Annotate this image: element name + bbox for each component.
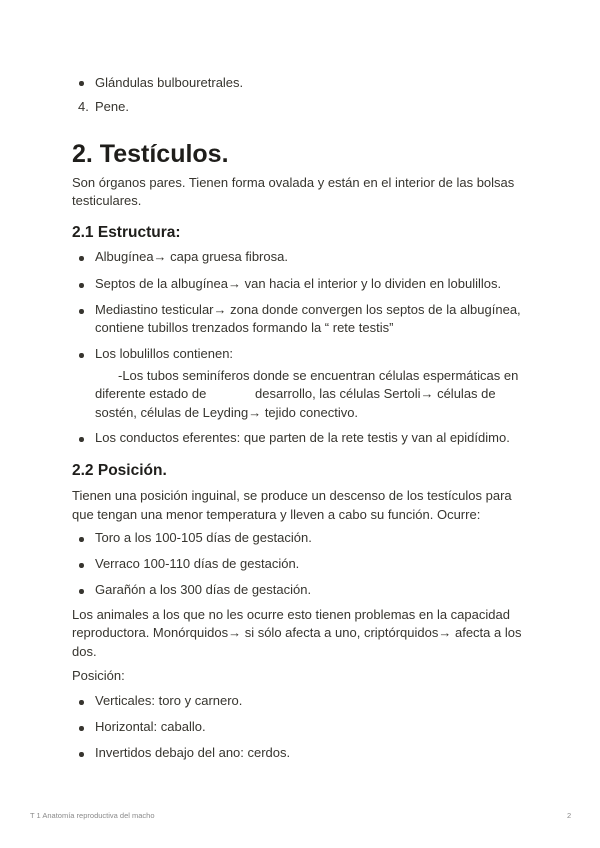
bullet-icon xyxy=(79,256,84,261)
list-item: Pene. xyxy=(95,99,129,114)
sub-text-line: diferente estado de xyxy=(95,386,207,401)
sub-text-line: desarrollo, las células Sertoli→ células de xyxy=(255,386,496,401)
paragraph-line: que tengan una menor temperatura y lleven a cabo su función. Ocurre: xyxy=(72,507,481,522)
footer-title: T 1 Anatomía reproductiva del macho xyxy=(30,811,155,820)
label: Posición: xyxy=(72,668,125,683)
list-item: Verraco 100-110 días de gestación. xyxy=(95,556,300,571)
list-item: Mediastino testicular→ zona donde convergen los septos de la albugínea, xyxy=(95,302,521,317)
list-item: Toro a los 100-105 días de gestación. xyxy=(95,530,312,545)
bullet-icon xyxy=(79,589,84,594)
list-item: Verticales: toro y carnero. xyxy=(95,693,243,708)
page-number: 2 xyxy=(567,811,572,820)
subsection-heading: 2.2 Posición. xyxy=(72,462,167,479)
list-item: Los lobulillos contienen: xyxy=(95,346,234,361)
paragraph-line: dos. xyxy=(72,644,97,659)
bullet-icon xyxy=(79,700,84,705)
bullet-icon xyxy=(79,283,84,288)
bullet-icon xyxy=(79,726,84,731)
sub-text-line: -Los tubos seminíferos donde se encuentran células espermáticas en xyxy=(118,368,519,383)
paragraph-line: Los animales a los que no les ocurre esto tienen problemas en la capacidad xyxy=(72,607,510,622)
sub-text-line: sostén, células de Leyding→ tejido conectivo. xyxy=(95,405,359,420)
list-item: Septos de la albugínea→ van hacia el interior y lo dividen en lobulillos. xyxy=(95,276,502,291)
list-item: Glándulas bulbouretrales. xyxy=(95,75,244,90)
list-item: Los conductos eferentes: que parten de la rete testis y van al epidídimo. xyxy=(95,430,510,445)
paragraph-line: reproductora. Monórquidos→ si sólo afecta a uno, criptórquidos→ afecta a los xyxy=(72,625,522,640)
bullet-icon xyxy=(79,537,84,542)
list-number: 4. xyxy=(78,99,89,114)
bullet-icon xyxy=(79,309,84,314)
bullet-icon xyxy=(79,353,84,358)
list-item: Garañón a los 300 días de gestación. xyxy=(95,582,312,597)
bullet-icon xyxy=(79,437,84,442)
section-title: 2. Testículos. xyxy=(72,140,229,168)
subsection-heading: 2.1 Estructura: xyxy=(72,224,181,241)
list-item: Invertidos debajo del ano: cerdos. xyxy=(95,745,291,760)
list-item: Albugínea→ capa gruesa fibrosa. xyxy=(95,249,288,264)
list-item: Horizontal: caballo. xyxy=(95,719,206,734)
intro-line: Son órganos pares. Tienen forma ovalada y están en el interior de las bolsas xyxy=(72,175,515,190)
paragraph-line: Tienen una posición inguinal, se produce un descenso de los testículos para xyxy=(72,488,512,503)
intro-line: testiculares. xyxy=(72,193,142,208)
bullet-icon xyxy=(79,563,84,568)
bullet-icon xyxy=(79,81,84,86)
list-item-continuation: contiene tubillos trenzados formando la “ rete testis” xyxy=(95,320,394,335)
bullet-icon xyxy=(79,752,84,757)
